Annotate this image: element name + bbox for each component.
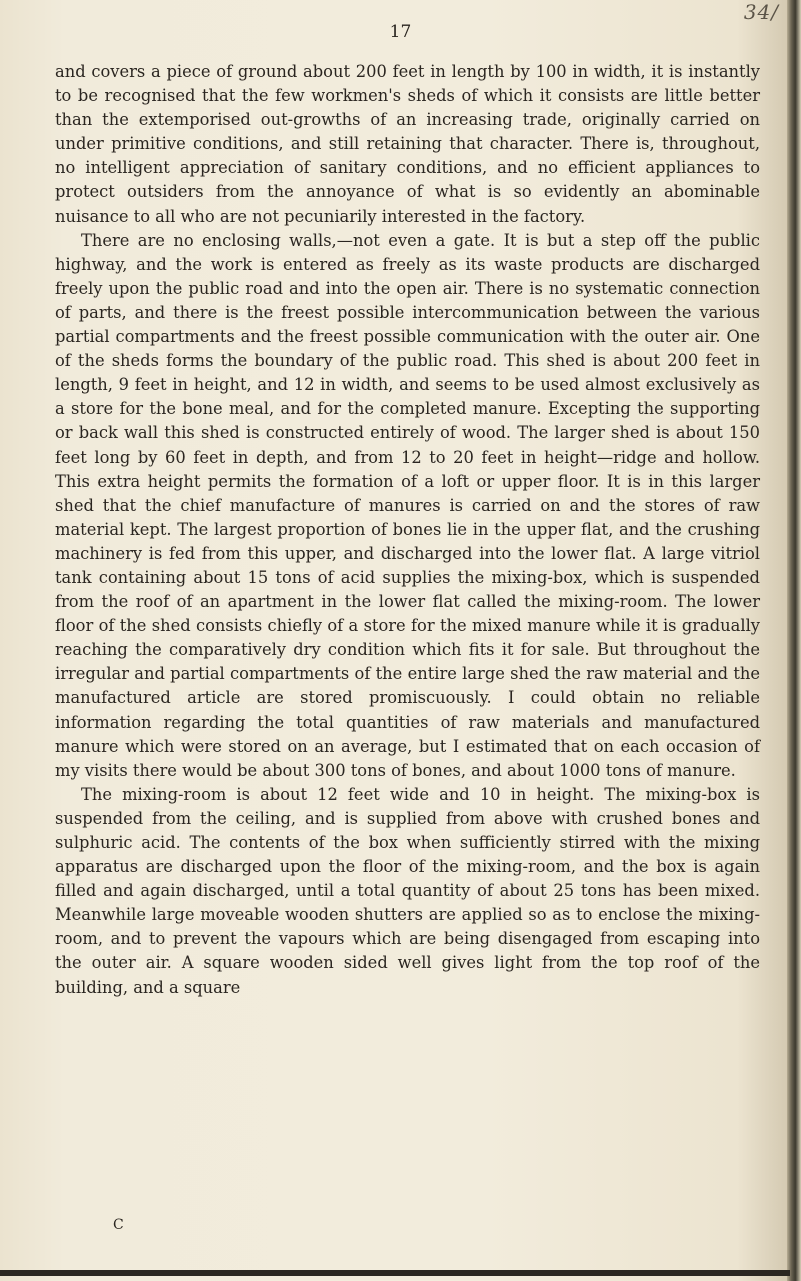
corner-handwritten-mark: 34/	[743, 0, 779, 24]
signature-mark: C	[113, 1217, 124, 1233]
bottom-rule	[0, 1270, 790, 1276]
page-binding-edge	[787, 0, 801, 1281]
page-number: 17	[389, 22, 412, 42]
paragraph-1: and covers a piece of ground about 200 feet in length by 100 in width, it is instantly to be recognised that the few workmen's sheds of which it consists are little better than the extemporised out-growths of an increasing trade, originally carried on under primitive conditions, and still retaining that character. There is, throughout, no intelligent appreciation of sanitary conditions, and no efficient appliances to protect outsiders from the annoyance of what is so evidently an abominable nuisance to all who are not pecuniarily interested in the factory.	[55, 62, 760, 226]
body-text	[55, 60, 760, 1000]
paragraph-2: There are no enclosing walls,—not even a gate. It is but a step off the public highway, and the work is entered as freely as its waste products are discharged freely upon the public road and into the open air. There is no systematic connection of parts, and there is the freest possible intercommunication between the various partial compartments and the freest possible communication with the outer air. One of the sheds forms the boundary of the public road. This shed is about 200 feet in length, 9 feet in height, and 12 in width, and seems to be used almost exclusively as a store for the bone meal, and for the completed manure. Excepting the supporting or back wall this shed is constructed entirely of wood. The larger shed is about 150 feet long by 60 feet in depth, and from 12 to 20 feet in height—ridge and hollow. This extra height permits the formation of a loft or upper floor. It is in this larger shed that the chief manufacture of manures is carried on and the stores of raw material kept. The largest proportion of bones lie in the upper flat, and the crushing machinery is fed from this upper, and discharged into the lower flat. A large vitriol tank containing about 15 tons of acid supplies the mixing-box, which is suspended from the roof of an apartment in the lower flat called the mixing-room. The lower floor of the shed consists chiefly of a store for the mixed manure while it is gradually reaching the comparatively dry condition which fits it for sale. But throughout the irregular and partial compartments of the entire large shed the raw material and the manufactured article are stored promiscuously. I could obtain no reliable information regarding the total quantities of raw materials and manufactured manure which were stored on an average, but I estimated that on each occasion of my visits there would be about 300 tons of bones, and about 1000 tons of manure.	[55, 230, 760, 780]
paragraph-3: The mixing-room is about 12 feet wide and 10 in height. The mixing-box is suspended from the ceiling, and is supplied from above with crushed bones and sulphuric acid. The contents of the box when sufficiently stirred with the mixing apparatus are discharged upon the floor of the mixing-room, and the box is again filled and again discharged, until a total quantity of about 25 tons has been mixed. Meanwhile large moveable wooden shutters are applied so as to enclose the mixing-room, and to prevent the vapours which are being disengaged from escaping into the outer air. A square wooden sided well gives light from the top roof of the building, and a square	[55, 784, 760, 997]
